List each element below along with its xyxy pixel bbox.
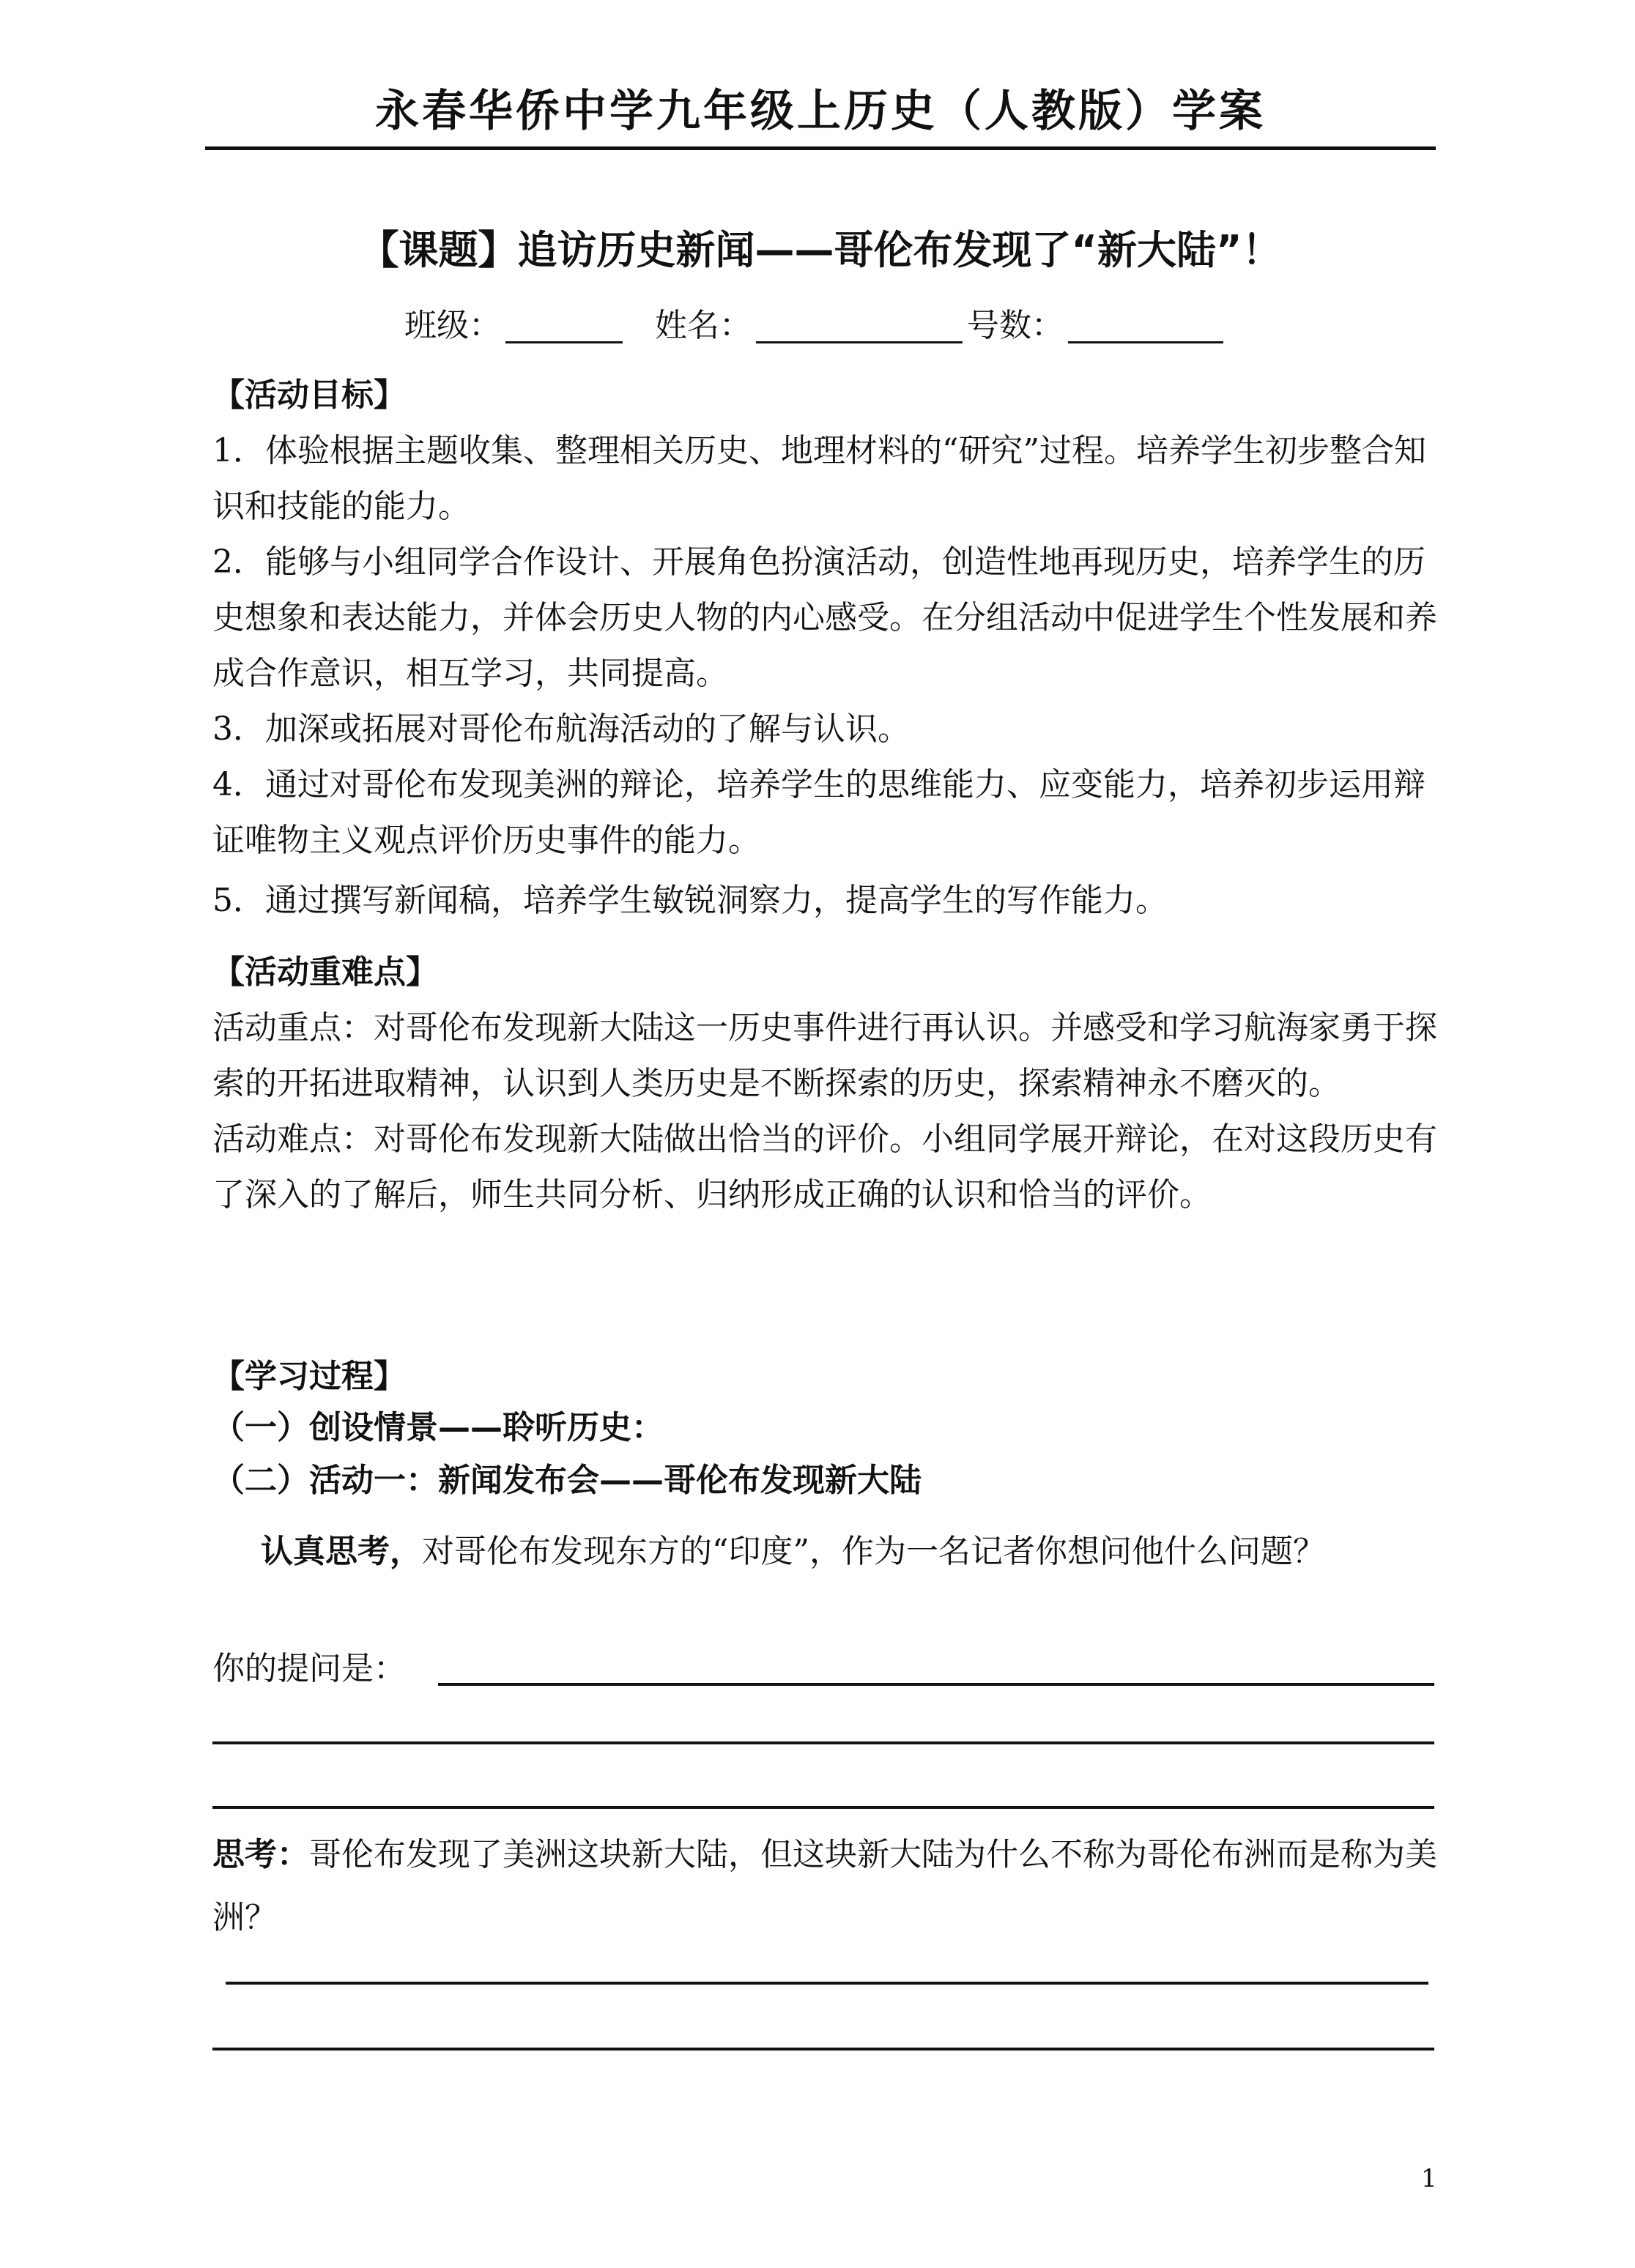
think2-text: 哥伦布发现了美洲这块新大陆，但这块新大陆为什么不称为哥伦布洲而是称为美洲？ [212, 1836, 1437, 1936]
objective-item: 2．能够与小组同学合作设计、开展角色扮演活动，创造性地再现历史，培养学生的历史想象和表达能力，并体会历史人物的内心感受。在分组活动中促进学生个性发展和养成合作意识，相互学习，共同提高。 [212, 543, 1437, 692]
key-point-text: 活动重点：对哥伦布发现新大陆这一历史事件进行再认识。并感受和学习航海家勇于探索的开拓进取精神，认识到人类历史是不断探索的历史，探索精神永不磨灭的。 [212, 1009, 1437, 1102]
class-label: 班级： [404, 307, 501, 344]
objective-item: 5．通过撰写新闻稿，培养学生敏锐洞察力，提高学生的写作能力。 [212, 882, 1168, 919]
page-number: 1 [1421, 2164, 1437, 2193]
process-heading: 【学习过程】 [212, 1358, 406, 1395]
objective-item: 4．通过对哥伦布发现美洲的辩论，培养学生的思维能力、应变能力，培养初步运用辩证唯物主义观点评价历史事件的能力。 [212, 766, 1425, 859]
difficulty-text: 活动难点：对哥伦布发现新大陆做出恰当的评价。小组同学展开辩论，在对这段历史有了深入的了解后，师生共同分析、归纳形成正确的认识和恰当的评价。 [212, 1120, 1437, 1213]
keypoints-block [212, 1000, 1443, 1223]
student-info-row [404, 300, 1228, 352]
answer-line-4[interactable] [226, 1982, 1428, 1985]
lesson-title: 【课题】追访历史新闻——哥伦布发现了“新大陆”！ [359, 227, 1282, 273]
think1-text: 对哥伦布发现东方的“印度”，作为一名记者你想问他什么问题？ [422, 1533, 1325, 1570]
name-blank[interactable] [756, 300, 963, 343]
answer-line-3[interactable] [212, 1806, 1434, 1809]
question-label: 你的提问是： [212, 1650, 406, 1687]
name-label: 姓名： [655, 307, 752, 344]
process-step-2: （二）活动一：新闻发布会——哥伦布发现新大陆 [212, 1462, 922, 1499]
answer-line-5[interactable] [212, 2048, 1434, 2051]
think2-label: 思考： [212, 1836, 309, 1873]
objective-item: 1．体验根据主题收集、整理相关历史、地理材料的“研究”过程。培养学生初步整合知识和技能的能力。 [212, 432, 1426, 525]
keypoints-heading: 【活动重难点】 [212, 953, 438, 991]
answer-line-2[interactable] [212, 1741, 1434, 1744]
objectives-list [212, 423, 1443, 929]
number-blank[interactable] [1068, 300, 1223, 343]
think-question-1 [212, 1520, 1443, 1583]
answer-line-1[interactable] [438, 1683, 1434, 1686]
class-blank[interactable] [505, 300, 623, 343]
number-label: 号数： [967, 307, 1064, 344]
header-divider [205, 146, 1436, 150]
think-question-2 [212, 1823, 1443, 1949]
process-step-1: （一）创设情景——聆听历史： [212, 1409, 664, 1446]
header-title: 永春华侨中学九年级上历史（人教版）学案 [375, 86, 1266, 137]
objective-item: 3．加深或拓展对哥伦布航海活动的了解与认识。 [212, 710, 910, 748]
think1-label: 认真思考， [261, 1533, 422, 1570]
objectives-heading: 【活动目标】 [212, 376, 406, 414]
